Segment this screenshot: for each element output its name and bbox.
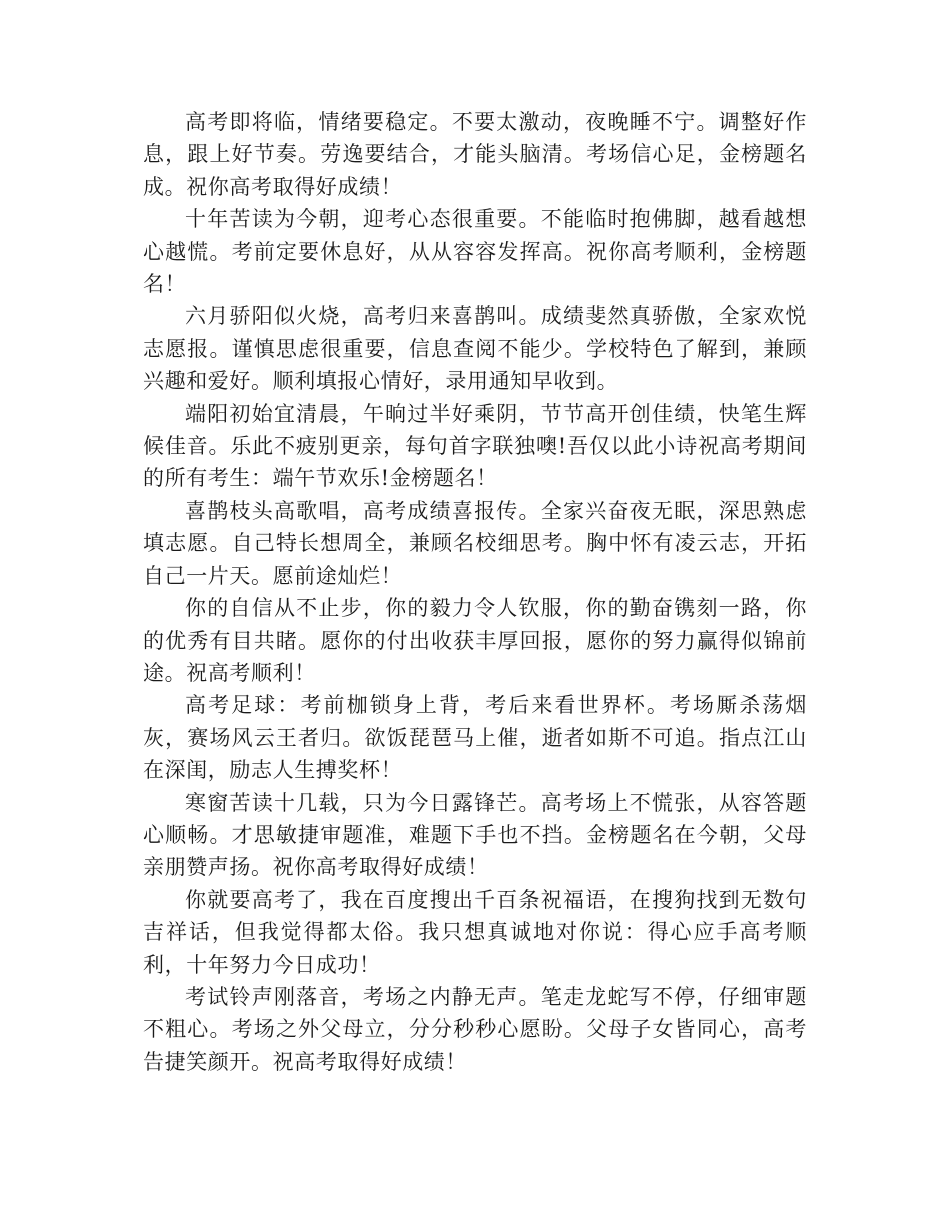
paragraph: 考试铃声刚落音，考场之内静无声。笔走龙蛇写不停，仔细审题不粗心。考场之外父母立，分分秒秒心愿盼。父母子女皆同心，高考告捷笑颜开。祝高考取得好成绩！ <box>143 984 807 1074</box>
paragraph: 你的自信从不止步，你的毅力令人钦服，你的勤奋镌刻一路，你的优秀有目共睹。愿你的付出收获丰厚回报，愿你的努力赢得似锦前途。祝高考顺利！ <box>143 596 807 685</box>
paragraph: 六月骄阳似火烧，高考归来喜鹊叫。成绩斐然真骄傲，全家欢悦志愿报。谨慎思虑很重要，信息查阅不能少。学校特色了解到，兼顾兴趣和爱好。顺利填报心情好，录用通知早收到。 <box>143 304 807 394</box>
document-body <box>143 106 807 1078</box>
paragraph: 高考足球：考前枷锁身上背，考后来看世界杯。考场厮杀荡烟灰，赛场风云王者归。欲饭琵琶马上催，逝者如斯不可追。指点江山在深闺，励志人生搏奖杯！ <box>143 693 807 783</box>
paragraph: 高考即将临，情绪要稳定。不要太激动，夜晚睡不宁。调整好作息，跟上好节奏。劳逸要结合，才能头脑清。考场信心足，金榜题名成。祝你高考取得好成绩！ <box>143 110 807 199</box>
paragraph: 喜鹊枝头高歌唱，高考成绩喜报传。全家兴奋夜无眠，深思熟虑填志愿。自己特长想周全，兼顾名校细思考。胸中怀有凌云志，开拓自己一片天。愿前途灿烂！ <box>143 498 807 588</box>
paragraph: 寒窗苦读十几载，只为今日露锋芒。高考场上不慌张，从容答题心顺畅。才思敏捷审题准，难题下手也不挡。金榜题名在今朝，父母亲朋赞声扬。祝你高考取得好成绩！ <box>143 790 807 880</box>
paragraph: 十年苦读为今朝，迎考心态很重要。不能临时抱佛脚，越看越想心越慌。考前定要休息好，从从容容发挥高。祝你高考顺利，金榜题名！ <box>143 207 807 297</box>
paragraph: 端阳初始宜清晨，午晌过半好乘阴，节节高开创佳绩，快笔生辉候佳音。乐此不疲别更亲，每句首字联独噢!吾仅以此小诗祝高考期间的所有考生：端午节欢乐!金榜题名！ <box>143 401 807 491</box>
paragraph: 你就要高考了，我在百度搜出千百条祝福语，在搜狗找到无数句吉祥话，但我觉得都太俗。我只想真诚地对你说：得心应手高考顺利，十年努力今日成功！ <box>143 887 807 977</box>
